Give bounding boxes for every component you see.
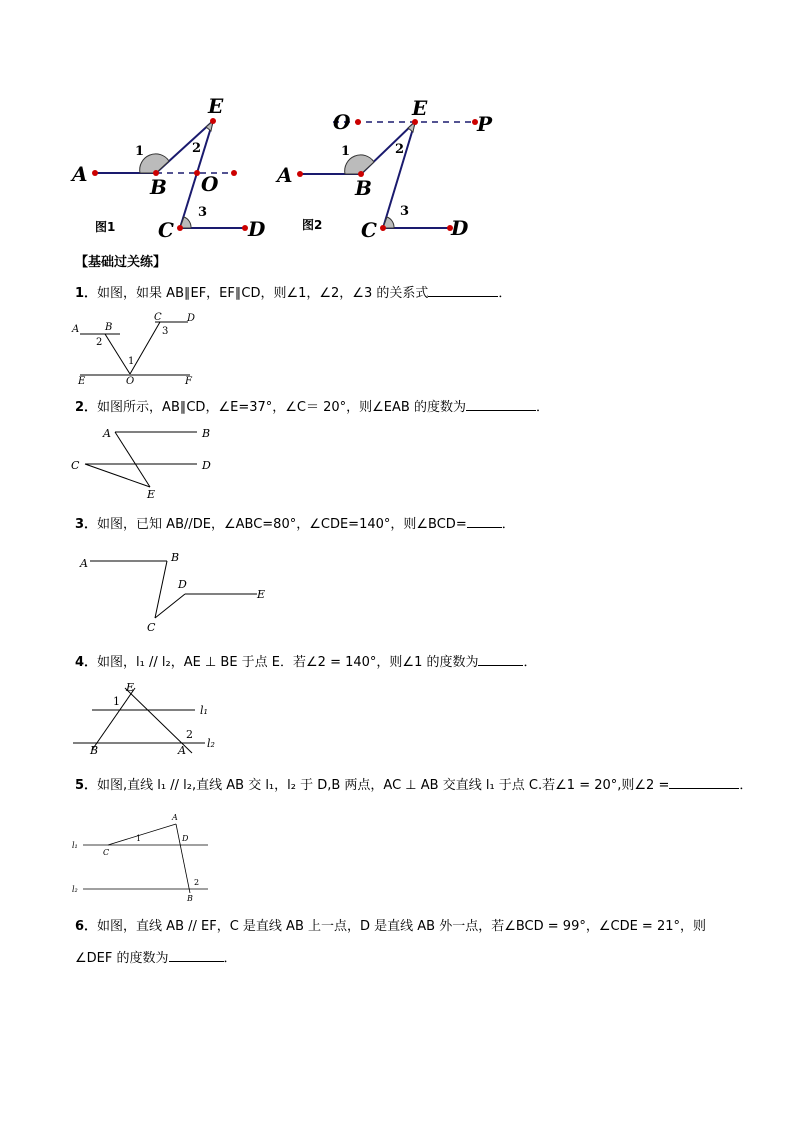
question-4-end: ． — [523, 655, 537, 670]
q1-label-F: F — [185, 376, 192, 387]
q1-label-E: E — [78, 376, 86, 387]
question-6 — [75, 918, 706, 936]
q2-label-E: E — [147, 488, 156, 501]
label-E: E — [208, 95, 224, 118]
question-2 — [75, 398, 549, 417]
question-2-answer-blank[interactable] — [466, 398, 536, 411]
angle-3: 3 — [400, 204, 410, 219]
q5-label-B: B — [187, 894, 193, 903]
question-6-text: 如图，直线 AB // EF，C 是直线 AB 上一点，D 是直线 AB 外一点，若∠BCD = 99°，∠CDE = 21°，则 — [97, 919, 706, 934]
question-2-end: ． — [535, 400, 549, 415]
question-1-text: 如图，如果 AB∥EF，EF∥CD，则∠1，∠2，∠3 的关系式 — [97, 286, 429, 301]
q5-angle-2: 2 — [194, 878, 200, 887]
question-3 — [75, 515, 515, 534]
question-1-number: 1． — [75, 286, 98, 301]
q1-label-A: A — [72, 324, 80, 335]
label-O: O — [333, 110, 351, 134]
q4-label-B: B — [90, 744, 99, 757]
q1-label-C: C — [154, 312, 162, 323]
q3-label-A: A — [80, 557, 88, 570]
angle-3: 3 — [198, 205, 208, 220]
question-2-text: 如图所示，AB∥CD，∠E=37°，∠C＝ 20°，则∠EAB 的度数为 — [97, 400, 466, 415]
label-D: D — [248, 217, 266, 241]
label-A: A — [72, 162, 88, 186]
q1-angle-2: 2 — [96, 337, 103, 348]
q1-label-B: B — [105, 322, 113, 333]
q3-label-B: B — [171, 551, 180, 564]
label-C: C — [361, 218, 377, 242]
q1-angle-1: 1 — [128, 356, 135, 367]
angle-1: 1 — [135, 144, 145, 159]
figure-2-caption: 图2 — [302, 218, 323, 232]
angle-1: 1 — [341, 144, 351, 159]
question-6-text-2: ∠DEF 的度数为 — [75, 951, 169, 966]
question-6-line-2 — [75, 949, 237, 968]
label-O: O — [201, 172, 219, 196]
q5-angle-1: 1 — [136, 834, 142, 843]
question-5-text: 如图,直线 l₁ // l₂,直线 AB 交 l₁，l₂ 于 D,B 两点，AC ⊥ AB 交直线 l₁ 于点 C.若∠1 = 20°,则∠2 = — [97, 778, 670, 793]
angle-2: 2 — [192, 141, 202, 156]
question-1-figure — [70, 312, 200, 387]
question-6-answer-blank[interactable] — [169, 949, 224, 962]
question-2-number: 2． — [75, 400, 98, 415]
q5-label-D: D — [182, 834, 189, 843]
q4-line-l1: l₁ — [200, 704, 208, 717]
question-4-answer-blank[interactable] — [478, 653, 523, 666]
question-3-number: 3． — [75, 517, 98, 532]
q4-angle-2: 2 — [186, 728, 193, 741]
q1-angle-3: 3 — [162, 326, 169, 337]
question-4-figure — [70, 680, 220, 760]
q2-label-B: B — [202, 427, 211, 440]
question-1-answer-blank[interactable] — [428, 284, 498, 297]
q4-label-E: E — [126, 681, 135, 694]
label-B: B — [150, 175, 167, 199]
q5-label-C: C — [103, 848, 110, 857]
label-C: C — [158, 218, 174, 242]
q3-label-C: C — [147, 621, 156, 634]
question-5-number: 5． — [75, 778, 98, 793]
question-5-figure — [68, 808, 218, 903]
label-D: D — [451, 216, 469, 240]
q3-label-E: E — [257, 588, 266, 601]
question-4 — [75, 653, 537, 672]
q3-label-D: D — [178, 578, 187, 591]
question-1 — [75, 284, 511, 303]
angle-2: 2 — [395, 142, 405, 157]
question-5-end: ． — [739, 778, 753, 793]
label-E: E — [412, 96, 428, 120]
section-title: 【基础过关练】 — [75, 255, 167, 270]
q4-line-l2: l₂ — [207, 737, 215, 750]
question-5 — [75, 776, 752, 795]
question-3-text: 如图，已知 AB//DE，∠ABC=80°，∠CDE=140°，则∠BCD= — [97, 517, 467, 532]
question-3-answer-blank[interactable] — [467, 515, 502, 528]
question-3-figure — [75, 548, 275, 638]
q5-label-A: A — [172, 813, 178, 822]
question-2-figure — [65, 422, 225, 502]
q4-label-A: A — [178, 744, 186, 757]
q2-label-C: C — [71, 459, 80, 472]
q5-line-l1: l₁ — [72, 841, 78, 850]
q2-label-D: D — [202, 459, 211, 472]
question-4-number: 4． — [75, 655, 98, 670]
label-P: P — [477, 112, 493, 136]
q4-angle-1: 1 — [113, 695, 120, 708]
question-6-end: ． — [223, 951, 237, 966]
question-3-end: ． — [501, 517, 515, 532]
q5-line-l2: l₂ — [72, 885, 78, 894]
q1-label-O: O — [126, 376, 135, 387]
question-6-number: 6． — [75, 919, 98, 934]
label-B: B — [355, 176, 372, 200]
q2-label-A: A — [103, 427, 111, 440]
question-5-answer-blank[interactable] — [669, 776, 739, 789]
figure-1-caption: 图1 — [95, 220, 116, 234]
q1-label-D: D — [187, 313, 196, 324]
label-A: A — [277, 163, 293, 187]
question-1-end: ． — [498, 286, 512, 301]
question-4-text: 如图，l₁ // l₂，AE ⊥ BE 于点 E．若∠2 = 140°，则∠1 的度数为 — [97, 655, 479, 670]
